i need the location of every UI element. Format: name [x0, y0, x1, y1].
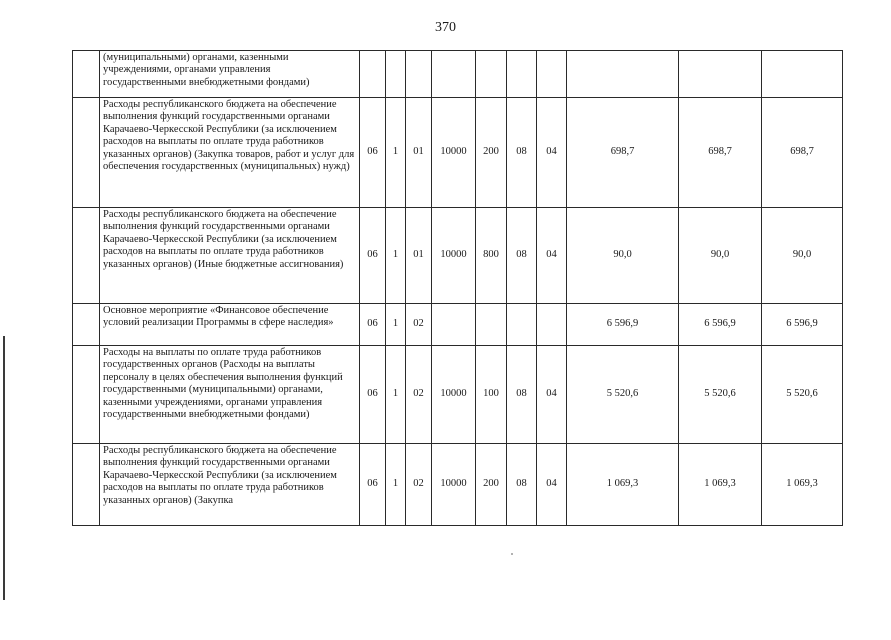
scan-edge-mark [3, 336, 5, 600]
code-cell: 10000 [432, 98, 476, 208]
code-cell: 08 [507, 444, 537, 526]
blank-cell [73, 304, 100, 346]
code-cell [537, 51, 567, 98]
code-cell [537, 304, 567, 346]
amount-cell: 5 520,6 [679, 346, 762, 444]
blank-cell [73, 346, 100, 444]
code-cell [507, 51, 537, 98]
code-cell: 10000 [432, 346, 476, 444]
amount-cell: 698,7 [679, 98, 762, 208]
code-cell [432, 51, 476, 98]
code-cell: 04 [537, 346, 567, 444]
table-row [73, 98, 843, 208]
code-cell: 06 [360, 444, 386, 526]
table-row [73, 346, 843, 444]
amount-cell: 698,7 [567, 98, 679, 208]
amount-cell: 90,0 [679, 208, 762, 304]
code-cell: 02 [406, 444, 432, 526]
amount-cell: 1 069,3 [679, 444, 762, 526]
code-cell: 08 [507, 208, 537, 304]
code-cell: 1 [386, 444, 406, 526]
code-cell: 01 [406, 98, 432, 208]
code-cell: 06 [360, 346, 386, 444]
code-cell: 200 [476, 98, 507, 208]
table-row [73, 51, 843, 98]
code-cell: 01 [406, 208, 432, 304]
table-row [73, 208, 843, 304]
amount-cell: 6 596,9 [567, 304, 679, 346]
code-cell: 06 [360, 208, 386, 304]
code-cell: 10000 [432, 208, 476, 304]
description-cell: Расходы республиканского бюджета на обеспечение выполнения функций государственными органами Карачаево-Черкесской Республики (за исключением расходов на выплаты по оплате труда работников указанных органов) (Закупка [100, 444, 360, 526]
code-cell: 1 [386, 98, 406, 208]
budget-table [72, 50, 843, 526]
code-cell: 1 [386, 346, 406, 444]
table-row [73, 304, 843, 346]
code-cell: 08 [507, 346, 537, 444]
code-cell: 08 [507, 98, 537, 208]
blank-cell [73, 208, 100, 304]
amount-cell [567, 51, 679, 98]
code-cell: 06 [360, 304, 386, 346]
code-cell [386, 51, 406, 98]
amount-cell: 698,7 [762, 98, 843, 208]
code-cell: 800 [476, 208, 507, 304]
code-cell [507, 304, 537, 346]
amount-cell [762, 51, 843, 98]
code-cell: 02 [406, 346, 432, 444]
code-cell [406, 51, 432, 98]
description-cell: Расходы республиканского бюджета на обеспечение выполнения функций государственными органами Карачаево-Черкесской Республики (за исключением расходов на выплаты по оплате труда работников указанных органов) (Закупка товаров, работ и услуг для обеспечения государственных (муниципальных) нужд) [100, 98, 360, 208]
table-row [73, 444, 843, 526]
amount-cell: 6 596,9 [762, 304, 843, 346]
code-cell: 10000 [432, 444, 476, 526]
code-cell [360, 51, 386, 98]
scan-speck [511, 553, 513, 555]
code-cell [432, 304, 476, 346]
description-cell: Основное мероприятие «Финансовое обеспечение условий реализации Программы в сфере наследия» [100, 304, 360, 346]
code-cell: 1 [386, 208, 406, 304]
code-cell: 06 [360, 98, 386, 208]
code-cell: 1 [386, 304, 406, 346]
amount-cell: 6 596,9 [679, 304, 762, 346]
amount-cell: 90,0 [762, 208, 843, 304]
amount-cell: 5 520,6 [762, 346, 843, 444]
amount-cell [679, 51, 762, 98]
description-cell: Расходы на выплаты по оплате труда работников государственных органов (Расходы на выплаты персоналу в целях обеспечения выполнения функций государственными (муниципальными) органами, казенными учреждениями, органами управления государственными внебюджетными фондами) [100, 346, 360, 444]
blank-cell [73, 98, 100, 208]
page-number: 370 [435, 20, 456, 35]
code-cell: 02 [406, 304, 432, 346]
code-cell: 100 [476, 346, 507, 444]
code-cell: 04 [537, 98, 567, 208]
code-cell: 04 [537, 208, 567, 304]
amount-cell: 1 069,3 [567, 444, 679, 526]
amount-cell: 5 520,6 [567, 346, 679, 444]
amount-cell: 90,0 [567, 208, 679, 304]
description-cell: Расходы республиканского бюджета на обеспечение выполнения функций государственными органами Карачаево-Черкесской Республики (за исключением расходов на выплаты по оплате труда работников указанных органов) (Иные бюджетные ассигнования) [100, 208, 360, 304]
blank-cell [73, 444, 100, 526]
code-cell [476, 304, 507, 346]
code-cell [476, 51, 507, 98]
code-cell: 200 [476, 444, 507, 526]
description-cell: (муниципальными) органами, казенными учреждениями, органами управления государственными внебюджетными фондами) [100, 51, 360, 98]
amount-cell: 1 069,3 [762, 444, 843, 526]
code-cell: 04 [537, 444, 567, 526]
blank-cell [73, 51, 100, 98]
